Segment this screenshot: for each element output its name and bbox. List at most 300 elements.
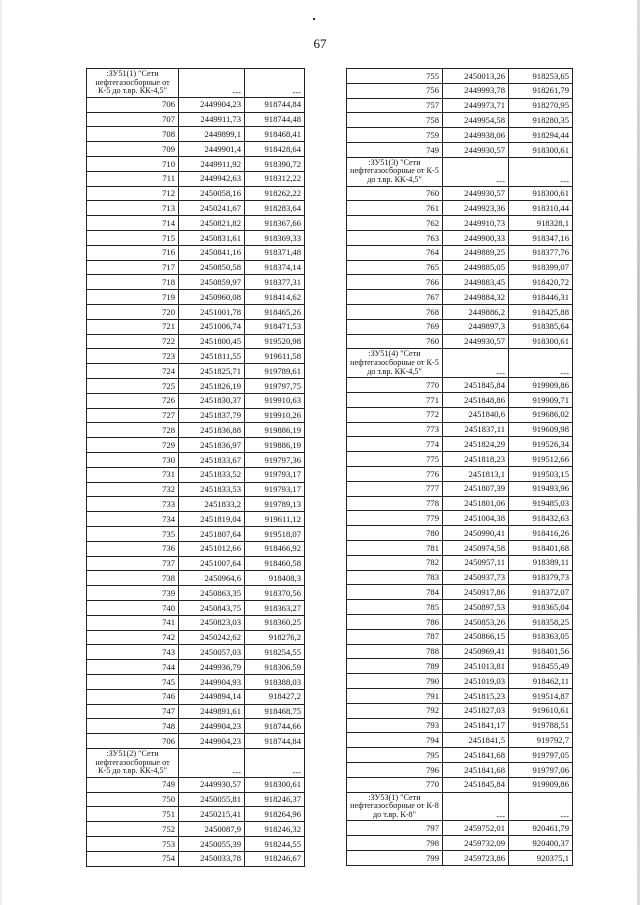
y-coordinate: 919789,61 bbox=[245, 364, 305, 379]
point-number: 798 bbox=[347, 836, 443, 851]
x-coordinate: 2450215,41 bbox=[179, 807, 245, 822]
y-coordinate: 918363,27 bbox=[245, 600, 305, 615]
coordinate-row bbox=[87, 127, 305, 142]
x-coordinate: 2450957,11 bbox=[443, 555, 509, 570]
point-number: 758 bbox=[347, 113, 443, 128]
y-coordinate: 918414,62 bbox=[245, 290, 305, 305]
x-coordinate: 2451006,74 bbox=[179, 319, 245, 334]
y-coordinate: 919910,63 bbox=[245, 393, 305, 408]
coordinate-row bbox=[347, 378, 573, 393]
x-coordinate: 2450917,86 bbox=[443, 585, 509, 600]
y-placeholder: --- bbox=[509, 349, 573, 378]
y-coordinate: 918367,66 bbox=[245, 216, 305, 231]
point-number: 714 bbox=[87, 216, 179, 231]
x-coordinate: 2449886,2 bbox=[443, 304, 509, 319]
x-coordinate: 2449942,63 bbox=[179, 171, 245, 186]
x-coordinate: 2451819,04 bbox=[179, 512, 245, 527]
x-coordinate: 2450843,75 bbox=[179, 600, 245, 615]
x-coordinate: 2451012,66 bbox=[179, 541, 245, 556]
point-number: 756 bbox=[347, 83, 443, 98]
point-number: 744 bbox=[87, 660, 179, 675]
parcel-label: :ЗУ51(2) "Сети нефтегазосборные от К-5 до т.вр. КК-4,5" bbox=[87, 748, 179, 777]
x-coordinate: 2450990,41 bbox=[443, 526, 509, 541]
x-coordinate: 2449904,23 bbox=[179, 97, 245, 112]
coordinate-row bbox=[347, 245, 573, 260]
coordinate-row bbox=[87, 438, 305, 453]
coordinate-row bbox=[87, 512, 305, 527]
coordinate-row bbox=[87, 452, 305, 467]
y-coordinate: 919788,51 bbox=[509, 718, 573, 733]
y-coordinate: 918420,72 bbox=[509, 275, 573, 290]
y-coordinate: 918254,55 bbox=[245, 645, 305, 660]
point-number: 779 bbox=[347, 511, 443, 526]
point-number: 770 bbox=[347, 777, 443, 792]
coordinate-row bbox=[347, 186, 573, 201]
point-number: 734 bbox=[87, 512, 179, 527]
y-coordinate: 918385,64 bbox=[509, 319, 573, 334]
coordinate-row bbox=[347, 688, 573, 703]
coordinate-row bbox=[87, 112, 305, 127]
y-coordinate: 919609,98 bbox=[509, 422, 573, 437]
coordinate-row bbox=[87, 482, 305, 497]
x-coordinate: 2450821,82 bbox=[179, 216, 245, 231]
point-number: 752 bbox=[87, 822, 179, 837]
x-coordinate: 2450850,58 bbox=[179, 260, 245, 275]
point-number: 787 bbox=[347, 629, 443, 644]
point-number: 751 bbox=[87, 807, 179, 822]
coordinate-row bbox=[87, 526, 305, 541]
x-coordinate: 2451801,06 bbox=[443, 496, 509, 511]
y-coordinate: 919797,05 bbox=[509, 748, 573, 763]
coordinate-row bbox=[347, 674, 573, 689]
point-number: 749 bbox=[87, 777, 179, 792]
x-coordinate: 2451836,88 bbox=[179, 423, 245, 438]
point-number: 760 bbox=[347, 334, 443, 349]
x-coordinate: 2450866,15 bbox=[443, 629, 509, 644]
coordinate-row bbox=[347, 128, 573, 143]
coordinate-row bbox=[87, 719, 305, 734]
coordinate-row bbox=[347, 821, 573, 836]
x-coordinate: 2451007,64 bbox=[179, 556, 245, 571]
coordinate-row bbox=[87, 586, 305, 601]
coordinate-row bbox=[347, 260, 573, 275]
coordinate-row bbox=[347, 422, 573, 437]
y-coordinate: 919611,12 bbox=[245, 512, 305, 527]
x-coordinate: 2450859,97 bbox=[179, 275, 245, 290]
y-coordinate: 918379,73 bbox=[509, 570, 573, 585]
x-coordinate: 2450033,78 bbox=[179, 851, 245, 866]
coordinate-row bbox=[347, 496, 573, 511]
coordinate-row bbox=[347, 201, 573, 216]
point-number: 790 bbox=[347, 674, 443, 689]
point-number: 737 bbox=[87, 556, 179, 571]
point-number: 784 bbox=[347, 585, 443, 600]
y-coordinate: 918276,2 bbox=[245, 630, 305, 645]
point-number: 799 bbox=[347, 850, 443, 865]
point-number: 717 bbox=[87, 260, 179, 275]
point-number: 794 bbox=[347, 733, 443, 748]
y-coordinate: 918261,79 bbox=[509, 83, 573, 98]
coordinate-row bbox=[347, 718, 573, 733]
coordinate-row bbox=[347, 540, 573, 555]
coordinate-row bbox=[87, 571, 305, 586]
coordinate-row bbox=[347, 644, 573, 659]
x-coordinate: 2450087,9 bbox=[179, 822, 245, 837]
coordinate-row bbox=[87, 186, 305, 201]
y-coordinate: 918744,84 bbox=[245, 97, 305, 112]
y-coordinate: 918300,61 bbox=[245, 777, 305, 792]
y-coordinate: 919910,26 bbox=[245, 408, 305, 423]
coordinate-row bbox=[87, 734, 305, 749]
point-number: 768 bbox=[347, 304, 443, 319]
y-coordinate: 919520,98 bbox=[245, 334, 305, 349]
coordinate-row bbox=[347, 319, 573, 334]
point-number: 781 bbox=[347, 540, 443, 555]
x-coordinate: 2451811,55 bbox=[179, 349, 245, 364]
coordinate-row bbox=[87, 171, 305, 186]
x-coordinate: 2449883,45 bbox=[443, 275, 509, 290]
x-coordinate: 2451813,1 bbox=[443, 466, 509, 481]
x-coordinate: 2451845,84 bbox=[443, 777, 509, 792]
x-coordinate: 2450937,73 bbox=[443, 570, 509, 585]
point-number: 776 bbox=[347, 466, 443, 481]
y-coordinate: 918390,72 bbox=[245, 157, 305, 172]
y-coordinate: 920400,37 bbox=[509, 836, 573, 851]
y-coordinate: 918377,31 bbox=[245, 275, 305, 290]
y-coordinate: 918280,35 bbox=[509, 113, 573, 128]
coordinate-row bbox=[87, 142, 305, 157]
coordinate-row bbox=[347, 850, 573, 865]
x-coordinate: 2451830,37 bbox=[179, 393, 245, 408]
parcel-header-row bbox=[87, 748, 305, 777]
x-coordinate: 2450897,53 bbox=[443, 600, 509, 615]
x-coordinate: 2449897,3 bbox=[443, 319, 509, 334]
coordinate-row bbox=[87, 851, 305, 866]
point-number: 746 bbox=[87, 689, 179, 704]
coordinate-row bbox=[347, 614, 573, 629]
y-coordinate: 919886,19 bbox=[245, 423, 305, 438]
coordinate-row bbox=[87, 97, 305, 112]
x-coordinate: 2450863,35 bbox=[179, 586, 245, 601]
coordinate-row bbox=[87, 645, 305, 660]
coordinate-row bbox=[347, 437, 573, 452]
x-placeholder: --- bbox=[443, 792, 509, 821]
x-coordinate: 2451848,86 bbox=[443, 393, 509, 408]
x-coordinate: 2450241,67 bbox=[179, 201, 245, 216]
point-number: 711 bbox=[87, 171, 179, 186]
point-number: 785 bbox=[347, 600, 443, 615]
x-coordinate: 2449904,93 bbox=[179, 674, 245, 689]
coordinate-row bbox=[347, 526, 573, 541]
x-coordinate: 2449884,32 bbox=[443, 290, 509, 305]
coordinate-row bbox=[347, 466, 573, 481]
y-coordinate: 918468,75 bbox=[245, 704, 305, 719]
x-coordinate: 2449936,79 bbox=[179, 660, 245, 675]
y-placeholder: --- bbox=[509, 792, 573, 821]
y-coordinate: 918401,56 bbox=[509, 644, 573, 659]
point-number: 780 bbox=[347, 526, 443, 541]
y-placeholder: --- bbox=[245, 748, 305, 777]
x-placeholder: --- bbox=[443, 157, 509, 186]
point-number: 729 bbox=[87, 438, 179, 453]
point-number: 757 bbox=[347, 98, 443, 113]
coordinate-row bbox=[347, 452, 573, 467]
y-coordinate: 918310,44 bbox=[509, 201, 573, 216]
x-coordinate: 2449993,78 bbox=[443, 83, 509, 98]
point-number: 749 bbox=[347, 142, 443, 157]
y-coordinate: 918446,31 bbox=[509, 290, 573, 305]
point-number: 760 bbox=[347, 186, 443, 201]
point-number: 733 bbox=[87, 497, 179, 512]
point-number: 786 bbox=[347, 614, 443, 629]
coordinate-row bbox=[347, 733, 573, 748]
point-number: 724 bbox=[87, 364, 179, 379]
point-number: 709 bbox=[87, 142, 179, 157]
point-number: 720 bbox=[87, 304, 179, 319]
parcel-label: :ЗУ51(3) "Сети нефтегазосборные от К-5 до т.вр. КК-4,5" bbox=[347, 157, 443, 186]
y-coordinate: 918365,04 bbox=[509, 600, 573, 615]
right-table-body bbox=[347, 69, 573, 866]
point-number: 730 bbox=[87, 452, 179, 467]
coordinate-row bbox=[347, 748, 573, 763]
point-number: 777 bbox=[347, 481, 443, 496]
point-number: 771 bbox=[347, 393, 443, 408]
point-number: 788 bbox=[347, 644, 443, 659]
y-coordinate: 920375,1 bbox=[509, 850, 573, 865]
coordinate-row bbox=[347, 393, 573, 408]
point-number: 739 bbox=[87, 586, 179, 601]
coordinate-row bbox=[87, 408, 305, 423]
parcel-header-row bbox=[87, 69, 305, 98]
coordinate-row bbox=[87, 423, 305, 438]
point-number: 727 bbox=[87, 408, 179, 423]
point-number: 753 bbox=[87, 836, 179, 851]
coordinate-row bbox=[347, 659, 573, 674]
x-coordinate: 2449894,14 bbox=[179, 689, 245, 704]
x-coordinate: 2449891,61 bbox=[179, 704, 245, 719]
point-number: 773 bbox=[347, 422, 443, 437]
x-coordinate: 2451824,29 bbox=[443, 437, 509, 452]
right-coordinates-table bbox=[346, 68, 573, 866]
x-coordinate: 2451836,97 bbox=[179, 438, 245, 453]
coordinate-row bbox=[87, 275, 305, 290]
coordinate-row bbox=[87, 290, 305, 305]
point-number: 765 bbox=[347, 260, 443, 275]
x-coordinate: 2449899,1 bbox=[179, 127, 245, 142]
coordinate-row bbox=[347, 585, 573, 600]
x-coordinate: 2451001,78 bbox=[179, 304, 245, 319]
coordinate-row bbox=[87, 467, 305, 482]
x-coordinate: 2450964,6 bbox=[179, 571, 245, 586]
y-coordinate: 918465,26 bbox=[245, 304, 305, 319]
y-coordinate: 918369,33 bbox=[245, 231, 305, 246]
y-coordinate: 919512,66 bbox=[509, 452, 573, 467]
y-coordinate: 918399,07 bbox=[509, 260, 573, 275]
coordinate-row bbox=[347, 142, 573, 157]
y-coordinate: 919503,15 bbox=[509, 466, 573, 481]
y-coordinate: 919485,03 bbox=[509, 496, 573, 511]
y-coordinate: 918427,2 bbox=[245, 689, 305, 704]
x-coordinate: 2451841,68 bbox=[443, 762, 509, 777]
coordinate-row bbox=[87, 630, 305, 645]
point-number: 793 bbox=[347, 718, 443, 733]
x-coordinate: 2449900,33 bbox=[443, 231, 509, 246]
point-number: 740 bbox=[87, 600, 179, 615]
point-number: 743 bbox=[87, 645, 179, 660]
point-number: 764 bbox=[347, 245, 443, 260]
coordinate-row bbox=[87, 660, 305, 675]
point-number: 766 bbox=[347, 275, 443, 290]
point-number: 710 bbox=[87, 157, 179, 172]
coordinate-row bbox=[347, 481, 573, 496]
y-coordinate: 919493,96 bbox=[509, 481, 573, 496]
coordinate-row bbox=[87, 319, 305, 334]
coordinate-row bbox=[87, 792, 305, 807]
x-coordinate: 2451833,52 bbox=[179, 467, 245, 482]
x-coordinate: 2459752,01 bbox=[443, 821, 509, 836]
point-number: 738 bbox=[87, 571, 179, 586]
x-coordinate: 2450058,16 bbox=[179, 186, 245, 201]
coordinate-row bbox=[87, 836, 305, 851]
y-coordinate: 919886,19 bbox=[245, 438, 305, 453]
point-number: 789 bbox=[347, 659, 443, 674]
point-number: 754 bbox=[87, 851, 179, 866]
y-coordinate: 919526,34 bbox=[509, 437, 573, 452]
coordinate-row bbox=[347, 777, 573, 792]
point-number: 726 bbox=[87, 393, 179, 408]
x-coordinate: 2451841,68 bbox=[443, 748, 509, 763]
coordinate-row bbox=[87, 497, 305, 512]
x-coordinate: 2449930,57 bbox=[179, 777, 245, 792]
x-coordinate: 2451807,39 bbox=[443, 481, 509, 496]
coordinate-row bbox=[347, 231, 573, 246]
point-number: 796 bbox=[347, 762, 443, 777]
y-coordinate: 918294,44 bbox=[509, 128, 573, 143]
point-number: 718 bbox=[87, 275, 179, 290]
x-coordinate: 2450823,03 bbox=[179, 615, 245, 630]
point-number: 736 bbox=[87, 541, 179, 556]
y-coordinate: 918744,66 bbox=[245, 719, 305, 734]
y-coordinate: 919792,7 bbox=[509, 733, 573, 748]
y-coordinate: 918244,55 bbox=[245, 836, 305, 851]
point-number: 783 bbox=[347, 570, 443, 585]
coordinate-row bbox=[87, 364, 305, 379]
point-number: 715 bbox=[87, 231, 179, 246]
y-coordinate: 918744,48 bbox=[245, 112, 305, 127]
y-coordinate: 918432,63 bbox=[509, 511, 573, 526]
x-placeholder: --- bbox=[179, 69, 245, 98]
point-number: 774 bbox=[347, 437, 443, 452]
x-coordinate: 2451833,67 bbox=[179, 452, 245, 467]
coordinate-row bbox=[347, 216, 573, 231]
coordinate-row bbox=[347, 334, 573, 349]
x-coordinate: 2449930,57 bbox=[443, 142, 509, 157]
coordinate-row bbox=[87, 807, 305, 822]
y-coordinate: 918300,61 bbox=[509, 334, 573, 349]
point-number: 747 bbox=[87, 704, 179, 719]
y-coordinate: 919686,02 bbox=[509, 407, 573, 422]
point-number: 763 bbox=[347, 231, 443, 246]
point-number: 732 bbox=[87, 482, 179, 497]
x-coordinate: 2450055,81 bbox=[179, 792, 245, 807]
coordinate-row bbox=[347, 762, 573, 777]
y-coordinate: 919793,17 bbox=[245, 482, 305, 497]
point-number: 782 bbox=[347, 555, 443, 570]
coordinate-row bbox=[87, 349, 305, 364]
y-coordinate: 918389,11 bbox=[509, 555, 573, 570]
parcel-header-row bbox=[347, 157, 573, 186]
y-coordinate: 919797,06 bbox=[509, 762, 573, 777]
x-coordinate: 2451840,6 bbox=[443, 407, 509, 422]
point-number: 706 bbox=[87, 734, 179, 749]
y-coordinate: 918416,26 bbox=[509, 526, 573, 541]
x-coordinate: 2450974,58 bbox=[443, 540, 509, 555]
point-number: 716 bbox=[87, 245, 179, 260]
coordinate-row bbox=[87, 393, 305, 408]
point-number: 767 bbox=[347, 290, 443, 305]
y-placeholder: --- bbox=[509, 157, 573, 186]
coordinate-row bbox=[347, 555, 573, 570]
coordinate-row bbox=[87, 600, 305, 615]
point-number: 706 bbox=[87, 97, 179, 112]
y-coordinate: 918371,48 bbox=[245, 245, 305, 260]
x-coordinate: 2449910,73 bbox=[443, 216, 509, 231]
point-number: 755 bbox=[347, 69, 443, 84]
page-number: 67 bbox=[313, 36, 327, 51]
x-coordinate: 2449930,57 bbox=[443, 334, 509, 349]
point-number: 713 bbox=[87, 201, 179, 216]
coordinate-row bbox=[347, 836, 573, 851]
point-number: 723 bbox=[87, 349, 179, 364]
point-number: 725 bbox=[87, 378, 179, 393]
point-number: 728 bbox=[87, 423, 179, 438]
coordinate-row bbox=[87, 231, 305, 246]
coordinate-row bbox=[347, 570, 573, 585]
point-number: 735 bbox=[87, 526, 179, 541]
y-coordinate: 919909,86 bbox=[509, 777, 573, 792]
y-coordinate: 918246,32 bbox=[245, 822, 305, 837]
y-coordinate: 920461,79 bbox=[509, 821, 573, 836]
point-number: 731 bbox=[87, 467, 179, 482]
y-coordinate: 918253,65 bbox=[509, 69, 573, 84]
x-coordinate: 2459732,09 bbox=[443, 836, 509, 851]
parcel-header-row bbox=[347, 792, 573, 821]
point-number: 769 bbox=[347, 319, 443, 334]
y-coordinate: 918300,61 bbox=[509, 186, 573, 201]
point-number: 770 bbox=[347, 378, 443, 393]
coordinate-row bbox=[87, 378, 305, 393]
point-number: 792 bbox=[347, 703, 443, 718]
x-coordinate: 2449911,73 bbox=[179, 112, 245, 127]
y-coordinate: 918264,96 bbox=[245, 807, 305, 822]
coordinate-row bbox=[87, 777, 305, 792]
y-coordinate: 918460,58 bbox=[245, 556, 305, 571]
coordinate-row bbox=[347, 83, 573, 98]
x-coordinate: 2450969,41 bbox=[443, 644, 509, 659]
x-coordinate: 2449901,4 bbox=[179, 142, 245, 157]
x-coordinate: 2451837,79 bbox=[179, 408, 245, 423]
point-number: 797 bbox=[347, 821, 443, 836]
y-coordinate: 918455,49 bbox=[509, 659, 573, 674]
y-coordinate: 919797,75 bbox=[245, 378, 305, 393]
parcel-label: :ЗУ53(1) "Сети нефтегазосборные от К-8 до т.вр. К-8" bbox=[347, 792, 443, 821]
y-coordinate: 919514,87 bbox=[509, 688, 573, 703]
x-coordinate: 2449889,25 bbox=[443, 245, 509, 260]
y-coordinate: 919518,07 bbox=[245, 526, 305, 541]
y-coordinate: 919797,36 bbox=[245, 452, 305, 467]
point-number: 721 bbox=[87, 319, 179, 334]
coordinate-row bbox=[347, 703, 573, 718]
